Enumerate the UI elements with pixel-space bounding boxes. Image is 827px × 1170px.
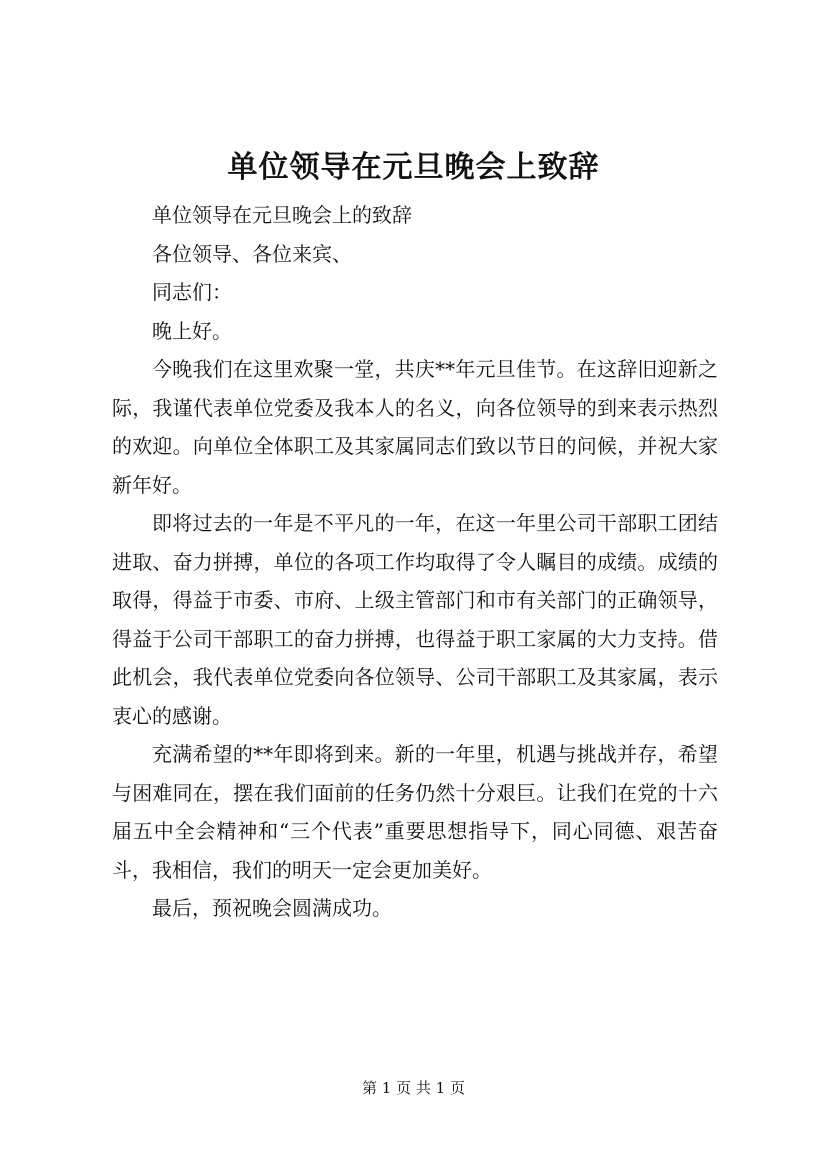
paragraph-salutation-comrades: 同志们： xyxy=(152,280,232,304)
paragraph-salutation: 各位领导、各位来宾、 xyxy=(152,241,352,266)
paragraph-opening: 今晚我们在这里欢聚一堂，共庆**年元旦佳节。在这辞旧迎新之际，我谨代表单位党委及我本人的名义，向各位领导的到来表示热烈的欢迎。向单位全体职工及其家属同志们致以节日的问候，并祝大家新年好。 xyxy=(112,357,718,497)
paragraph-closing: 最后，预祝晚会圆满成功。 xyxy=(152,896,392,920)
paragraph-review: 即将过去的一年是不平凡的一年，在这一年里公司干部职工团结进取、奋力拼搏，单位的各项工作均取得了令人瞩目的成绩。成绩的取得，得益于市委、市府、上级主管部门和市有关部门的正确领导，得益于公司干部职工的奋力拼搏，也得益于职工家属的大力支持。借此机会，我代表单位党委向各位领导、公司干部职工及其家属，表示衷心的感谢。 xyxy=(112,511,718,728)
document-body xyxy=(112,196,718,928)
paragraph-greeting: 晚上好。 xyxy=(152,318,232,343)
document-title: 单位领导在元旦晚会上致辞 xyxy=(227,150,600,185)
paragraph-outlook: 充满希望的**年即将到来。新的一年里，机遇与挑战并存，希望与困难同在，摆在我们面前的任务仍然十分艰巨。让我们在党的十六届五中全会精神和“三个代表”重要思想指导下，同心同德、艰苦奋斗，我相信，我们的明天一定会更加美好。 xyxy=(112,742,718,882)
page-footer: 第 1 页 共 1 页 xyxy=(362,1079,465,1097)
paragraph-subtitle: 单位领导在元旦晚会上的致辞 xyxy=(152,203,412,227)
